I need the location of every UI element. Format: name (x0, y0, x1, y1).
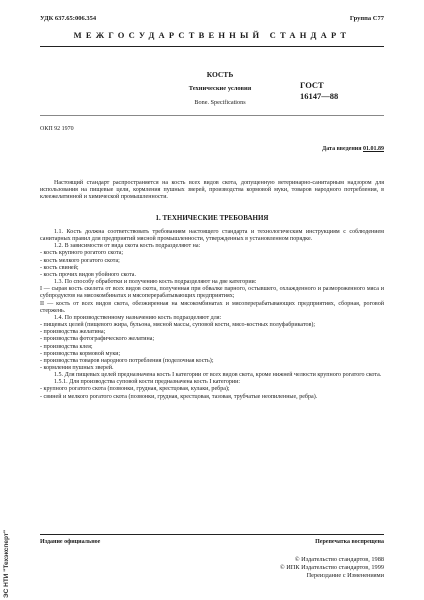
gost-number: 16147—88 (300, 91, 339, 101)
list-item: - кормления пушных зверей. (40, 364, 114, 371)
list-item: - крупного рогатого скота (позвонки, грудная, крестцовая, кулаки, ребра); (40, 386, 230, 393)
copyright-block (220, 556, 384, 580)
paragraph: 1.1. Кость должна соответствовать требованиям настоящего стандарта и технологическим инструкциям с соблюдением санитарных правил для предприятий мясной промышленности, утвержденных в установленном порядке. (40, 229, 384, 243)
paragraph: II — кость от всех видов скота, обезжиренная на мясокомбинатах и мясоперерабатывающих предприятиях, сборная, роговой стержень. (40, 300, 384, 314)
list-item: - производства желатина; (40, 329, 106, 336)
list-item: - кость крупного рогатого скота; (40, 250, 124, 257)
footer-rule (40, 534, 384, 535)
group-code: Группа С77 (349, 15, 384, 22)
paragraph: 1.5.1. Для производства суповой кости предназначена кость I категории: (54, 379, 241, 386)
official-edition: Издание официальное (40, 539, 101, 545)
list-item: - кость прочих видов убойного скота. (40, 271, 136, 278)
list-item: - производства кормовой муки; (40, 350, 121, 357)
document-title: КОСТЬ (206, 70, 234, 79)
english-title: Bone. Specifications (194, 99, 246, 106)
intro-date-label: Дата введения (322, 146, 362, 152)
document-subtitle: Технические условия (188, 85, 252, 92)
copyright-line: © Издательство стандартов, 1988 (294, 556, 384, 563)
paragraph: 1.2. В зависимости от вида скота кость подразделяют на: (54, 243, 201, 250)
udk-code: УДК 637.65:006.354 (40, 15, 97, 22)
list-item: - пищевых целей (пищевого жира, бульона, мясной массы, суповой кости, мясо-костных полуфабрикатов); (40, 322, 316, 329)
list-item: - производства товаров народного потребления (поделочная кость); (40, 357, 214, 364)
okp-code: ОКП 92 1970 (40, 126, 74, 132)
list-item: - кость мелкого рогатого скота; (40, 257, 120, 264)
side-stamp: ЭС НТИ "Техэксперт" (3, 529, 10, 598)
gost-label: ГОСТ (300, 80, 324, 90)
list-item: - производства фотографического желатина; (40, 336, 155, 343)
reissue-line: Переиздание с Изменениями (306, 572, 384, 579)
paragraph: 1.3. По способу обработки и получению кость подразделяют на две категории: (54, 279, 257, 286)
preamble-paragraph: Настоящий стандарт распространяется на кость всех видов скота, допущенную ветеринарно-санитарным надзором для использования на пищевые цели, кормления пушных зверей, производства кормовой муки, товаров народного потребления, в клеежелатинной и химической промышленности. (40, 180, 384, 201)
section-body (40, 229, 384, 401)
intro-date-value: 01.01.89 (363, 146, 384, 152)
list-item: - производства клея; (40, 343, 93, 350)
copyright-line: © ИПК Издательство стандартов, 1999 (279, 564, 384, 571)
header-rule (40, 46, 384, 47)
paragraph: I — сырая кость скелета от всех видов скота, полученная при обвалке парного, остывшего, охлажденного и размороженного мяса и субпродуктов на мясокомбинатах и мясоперерабатывающих предприятиях; (40, 286, 384, 300)
list-item: - кость свиней; (40, 264, 79, 271)
paragraph: 1.4. По производственному назначению кость подразделяют для: (54, 314, 222, 321)
paragraph: 1.5. Для пищевых целей предназначена кость I категории от всех видов скота, кроме нижней челюсти крупного рогатого скота. (54, 372, 382, 379)
intro-date (300, 146, 384, 152)
interstate-standard-heading: МЕЖГОСУДАРСТВЕННЫЙ СТАНДАРТ (73, 30, 351, 40)
title-rule (40, 115, 384, 116)
reprint-notice: Перепечатка воспрещена (315, 539, 384, 545)
list-item: - свиней и мелкого рогатого скота (позвонки, грудная, крестцовая, тазовая, трубчатые неопиленные, ребра). (40, 393, 318, 400)
section-title: 1. ТЕХНИЧЕСКИЕ ТРЕБОВАНИЯ (155, 214, 269, 222)
